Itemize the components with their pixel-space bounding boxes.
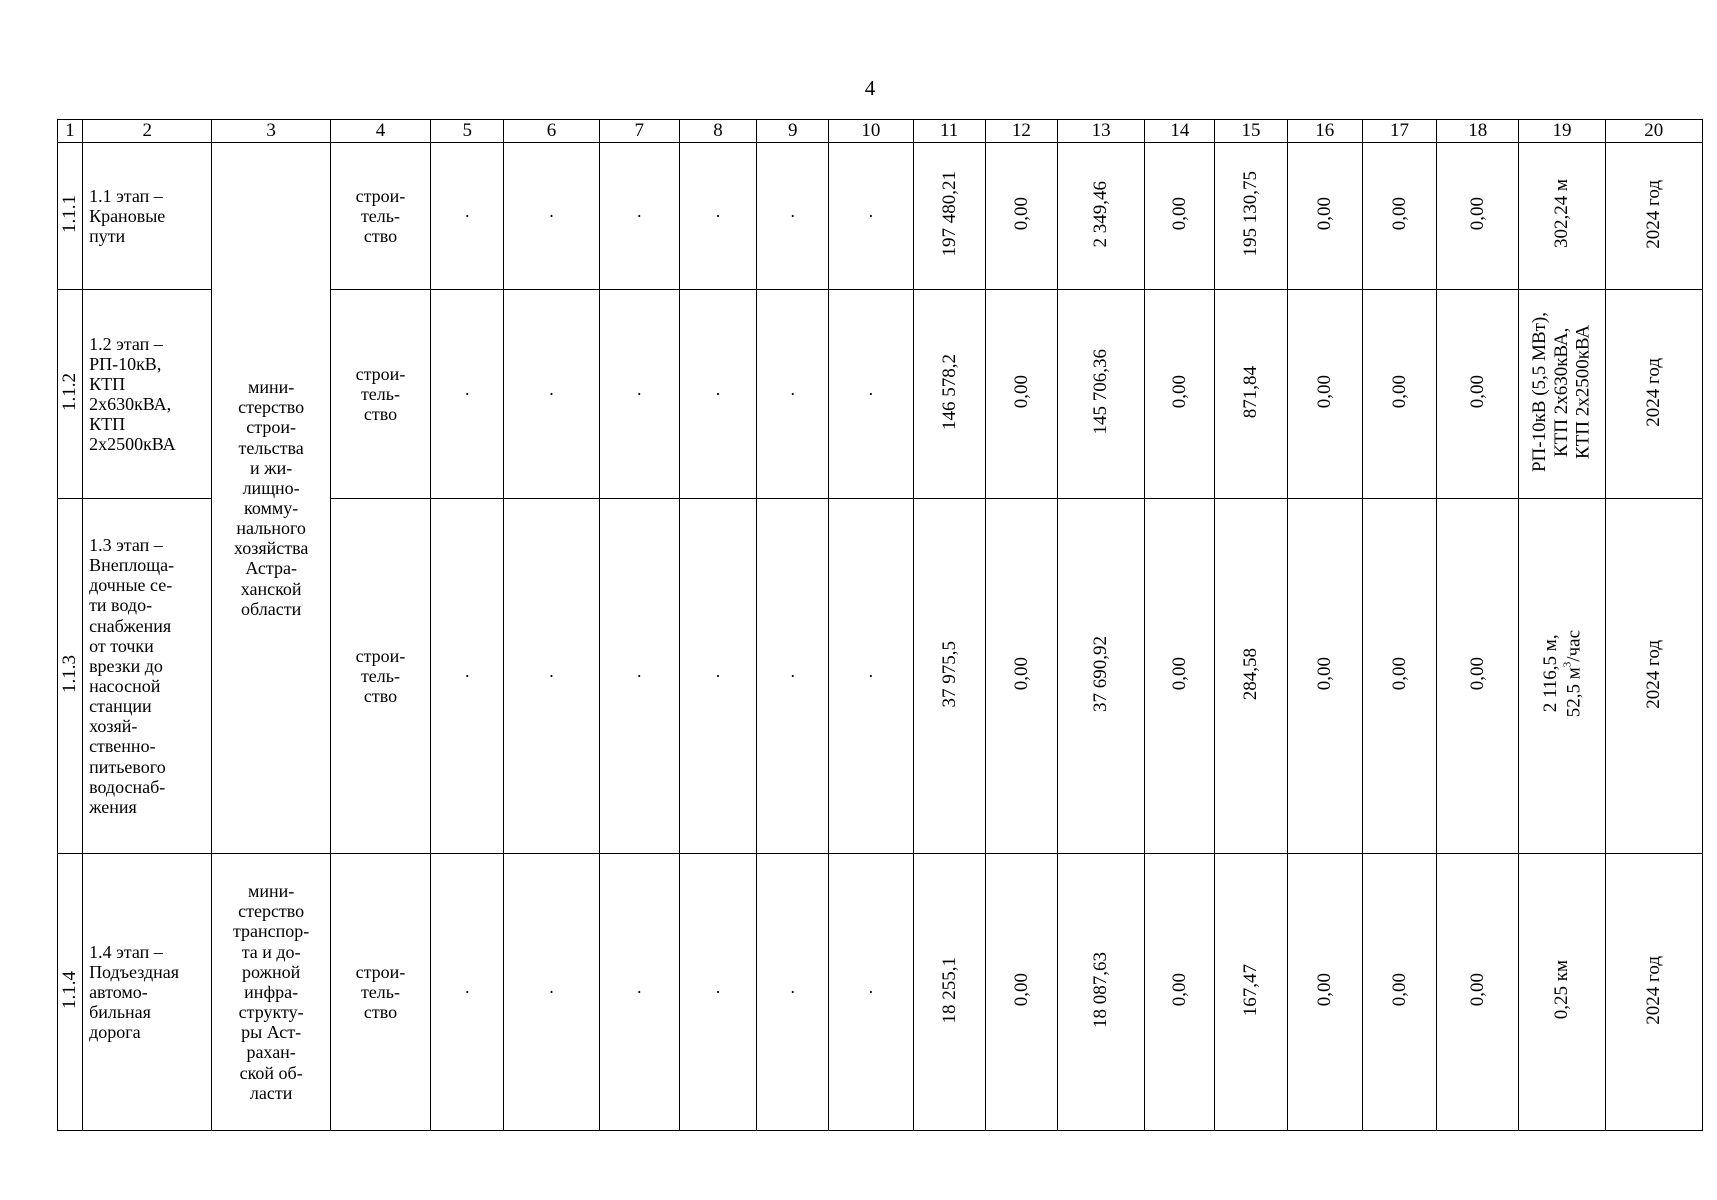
value-cell-15	[1215, 854, 1287, 1131]
value-cell-15	[1215, 143, 1287, 290]
capacity-line-2b: /час	[1563, 630, 1585, 662]
stage-name: 1.4 этап – Подъездная автомо- бильная дорога	[89, 941, 180, 1043]
value-cell-5	[431, 854, 504, 1131]
stage-name: 1.3 этап – Внеплоща- дочные се- ти водо- снабжения от точки врезки до насосной станции хозяй- ственно- питьевого водоснаб- жения	[89, 534, 175, 817]
value-cell-18	[1437, 499, 1519, 854]
value-cell-8	[679, 854, 756, 1131]
amount: 0,00	[1169, 657, 1191, 691]
value-cell-9	[757, 854, 829, 1131]
empty-mark: ·	[548, 665, 555, 686]
table-row	[58, 854, 1703, 1131]
work-type: строи- тель- ство	[355, 961, 406, 1023]
row-id: 1.1.4	[59, 970, 81, 1009]
value-cell-11	[913, 499, 985, 854]
value-cell-6	[504, 143, 599, 290]
work-type-cell	[330, 143, 430, 290]
empty-mark: ·	[714, 981, 721, 1002]
value-cell-10	[829, 499, 913, 854]
empty-mark: ·	[867, 383, 874, 404]
stage-name-cell	[83, 499, 212, 854]
column-number-row	[58, 120, 1703, 143]
value-cell-6	[504, 854, 599, 1131]
row-id-cell	[58, 499, 83, 854]
col-header-2: 2	[83, 120, 212, 143]
capacity-cell	[1519, 499, 1605, 854]
capacity-line-1: 2 116,5 м,	[1539, 635, 1561, 713]
value-cell-18	[1437, 290, 1519, 499]
value-cell-5	[431, 499, 504, 854]
empty-mark: ·	[464, 665, 471, 686]
total-amount: 197 480,21	[938, 171, 960, 257]
row-id-cell	[58, 290, 83, 499]
amount: 167,47	[1240, 963, 1262, 1017]
amount: 0,00	[1314, 375, 1336, 409]
value-cell-13	[1057, 854, 1144, 1131]
value-cell-11	[913, 143, 985, 290]
value-cell-8	[679, 143, 756, 290]
work-type: строи- тель- ство	[355, 363, 406, 425]
col-header-9: 9	[757, 120, 829, 143]
year-cell	[1605, 290, 1702, 499]
amount: 284,58	[1240, 647, 1262, 701]
col-header-14: 14	[1145, 120, 1215, 143]
stage-name: 1.1 этап – Крановые пути	[89, 185, 166, 247]
value-cell-17	[1362, 854, 1436, 1131]
amount: 18 087,63	[1090, 951, 1112, 1028]
value-cell-9	[757, 143, 829, 290]
value-cell-10	[829, 290, 913, 499]
value-cell-8	[679, 499, 756, 854]
value-cell-16	[1287, 290, 1362, 499]
capacity-cell	[1519, 854, 1605, 1131]
program-table	[57, 119, 1703, 1131]
amount: 0,00	[1388, 375, 1410, 409]
value-cell-5	[431, 290, 504, 499]
value-cell-15	[1215, 290, 1287, 499]
value-cell-5	[431, 143, 504, 290]
empty-mark: ·	[548, 981, 555, 1002]
total-amount: 146 578,2	[938, 353, 960, 430]
value-cell-11	[913, 854, 985, 1131]
col-header-13: 13	[1057, 120, 1144, 143]
value-cell-7	[599, 854, 679, 1131]
capacity: 302,24 м	[1551, 179, 1573, 249]
agency-transport: мини- стерство транспор- та и до- рожной инфра- структу- ры Аст- рахан- ской об- ласти	[232, 881, 310, 1103]
empty-mark: ·	[867, 205, 874, 226]
value-cell-6	[504, 290, 599, 499]
value-cell-10	[829, 854, 913, 1131]
capacity	[1540, 630, 1585, 717]
capacity-cell	[1519, 290, 1605, 499]
empty-mark: ·	[867, 981, 874, 1002]
amount: 0,00	[1388, 197, 1410, 231]
value-cell-18	[1437, 854, 1519, 1131]
amount: 37 690,92	[1090, 635, 1112, 712]
empty-mark: ·	[464, 383, 471, 404]
amount: 0,00	[1467, 197, 1489, 231]
amount: 145 706,36	[1090, 349, 1112, 435]
work-type-cell	[330, 499, 430, 854]
amount: 0,00	[1169, 973, 1191, 1007]
amount: 0,00	[1010, 973, 1032, 1007]
col-header-18: 18	[1437, 120, 1519, 143]
capacity-superscript: 3	[1560, 662, 1573, 668]
col-header-12: 12	[985, 120, 1057, 143]
capacity-cell	[1519, 143, 1605, 290]
amount: 0,00	[1467, 375, 1489, 409]
row-id-cell	[58, 854, 83, 1131]
amount: 0,00	[1388, 973, 1410, 1007]
row-id: 1.1.3	[59, 654, 81, 693]
col-header-7: 7	[599, 120, 679, 143]
completion-year: 2024 год	[1643, 639, 1665, 709]
col-header-20: 20	[1605, 120, 1702, 143]
value-cell-13	[1057, 499, 1144, 854]
amount: 0,00	[1169, 375, 1191, 409]
empty-mark: ·	[464, 205, 471, 226]
capacity-line-2a: 52,5 м	[1563, 667, 1585, 718]
col-header-17: 17	[1362, 120, 1436, 143]
stage-name-cell	[83, 854, 212, 1131]
col-header-11: 11	[913, 120, 985, 143]
value-cell-16	[1287, 499, 1362, 854]
amount: 0,00	[1314, 973, 1336, 1007]
amount: 0,00	[1467, 973, 1489, 1007]
empty-mark: ·	[636, 981, 643, 1002]
empty-mark: ·	[789, 383, 796, 404]
value-cell-16	[1287, 143, 1362, 290]
value-cell-14	[1145, 143, 1215, 290]
value-cell-17	[1362, 499, 1436, 854]
capacity: 0,25 км	[1551, 960, 1573, 1020]
value-cell-14	[1145, 854, 1215, 1131]
value-cell-17	[1362, 290, 1436, 499]
value-cell-12	[985, 290, 1057, 499]
empty-mark: ·	[548, 205, 555, 226]
total-amount: 37 975,5	[938, 640, 960, 708]
value-cell-7	[599, 499, 679, 854]
amount: 0,00	[1314, 657, 1336, 691]
row-id: 1.1.2	[59, 372, 81, 411]
work-type-cell	[330, 290, 430, 499]
amount: 0,00	[1314, 197, 1336, 231]
empty-mark: ·	[714, 205, 721, 226]
empty-mark: ·	[464, 981, 471, 1002]
value-cell-11	[913, 290, 985, 499]
amount: 0,00	[1467, 657, 1489, 691]
row-id-cell	[58, 143, 83, 290]
empty-mark: ·	[636, 205, 643, 226]
value-cell-12	[985, 854, 1057, 1131]
empty-mark: ·	[636, 665, 643, 686]
page-number: 4	[864, 76, 876, 100]
value-cell-14	[1145, 499, 1215, 854]
value-cell-12	[985, 143, 1057, 290]
year-cell	[1605, 499, 1702, 854]
work-type-cell	[330, 854, 430, 1131]
agency-cell	[212, 143, 330, 854]
value-cell-13	[1057, 290, 1144, 499]
stage-name-cell	[83, 143, 212, 290]
col-header-15: 15	[1215, 120, 1287, 143]
empty-mark: ·	[714, 383, 721, 404]
col-header-5: 5	[431, 120, 504, 143]
row-id: 1.1.1	[59, 194, 81, 233]
value-cell-16	[1287, 854, 1362, 1131]
value-cell-8	[679, 290, 756, 499]
capacity: РП-10кВ (5,5 МВт), КТП 2х630кВА, КТП 2х2500кВА	[1529, 311, 1594, 472]
col-header-8: 8	[679, 120, 756, 143]
value-cell-17	[1362, 143, 1436, 290]
col-header-3: 3	[212, 120, 330, 143]
empty-mark: ·	[636, 383, 643, 404]
table-row	[58, 143, 1703, 290]
empty-mark: ·	[714, 665, 721, 686]
value-cell-9	[757, 290, 829, 499]
value-cell-10	[829, 143, 913, 290]
value-cell-6	[504, 499, 599, 854]
amount: 871,84	[1240, 365, 1262, 419]
year-cell	[1605, 143, 1702, 290]
work-type: строи- тель- ство	[355, 185, 406, 247]
completion-year: 2024 год	[1643, 955, 1665, 1025]
stage-name: 1.2 этап – РП-10кВ, КТП 2х630кВА, КТП 2х2500кВА	[89, 333, 176, 455]
amount: 0,00	[1010, 197, 1032, 231]
amount: 0,00	[1010, 657, 1032, 691]
empty-mark: ·	[789, 981, 796, 1002]
col-header-19: 19	[1519, 120, 1605, 143]
col-header-6: 6	[504, 120, 599, 143]
amount: 0,00	[1388, 657, 1410, 691]
value-cell-12	[985, 499, 1057, 854]
value-cell-9	[757, 499, 829, 854]
total-amount: 18 255,1	[938, 956, 960, 1024]
col-header-4: 4	[330, 120, 430, 143]
agency-construction: мини- стерство строи- тельства и жи- лищно- комму- нального хозяйства Астра- ханской области	[233, 377, 309, 619]
col-header-10: 10	[829, 120, 913, 143]
empty-mark: ·	[789, 665, 796, 686]
year-cell	[1605, 854, 1702, 1131]
col-header-16: 16	[1287, 120, 1362, 143]
value-cell-15	[1215, 499, 1287, 854]
amount: 195 130,75	[1240, 171, 1262, 257]
value-cell-7	[599, 290, 679, 499]
value-cell-13	[1057, 143, 1144, 290]
work-type: строи- тель- ство	[355, 645, 406, 707]
value-cell-18	[1437, 143, 1519, 290]
value-cell-7	[599, 143, 679, 290]
empty-mark: ·	[789, 205, 796, 226]
col-header-1: 1	[58, 120, 83, 143]
amount: 0,00	[1169, 197, 1191, 231]
empty-mark: ·	[548, 383, 555, 404]
agency-cell	[212, 854, 330, 1131]
amount: 2 349,46	[1090, 180, 1112, 248]
completion-year: 2024 год	[1643, 357, 1665, 427]
empty-mark: ·	[867, 665, 874, 686]
stage-name-cell	[83, 290, 212, 499]
completion-year: 2024 год	[1643, 179, 1665, 249]
value-cell-14	[1145, 290, 1215, 499]
amount: 0,00	[1010, 375, 1032, 409]
